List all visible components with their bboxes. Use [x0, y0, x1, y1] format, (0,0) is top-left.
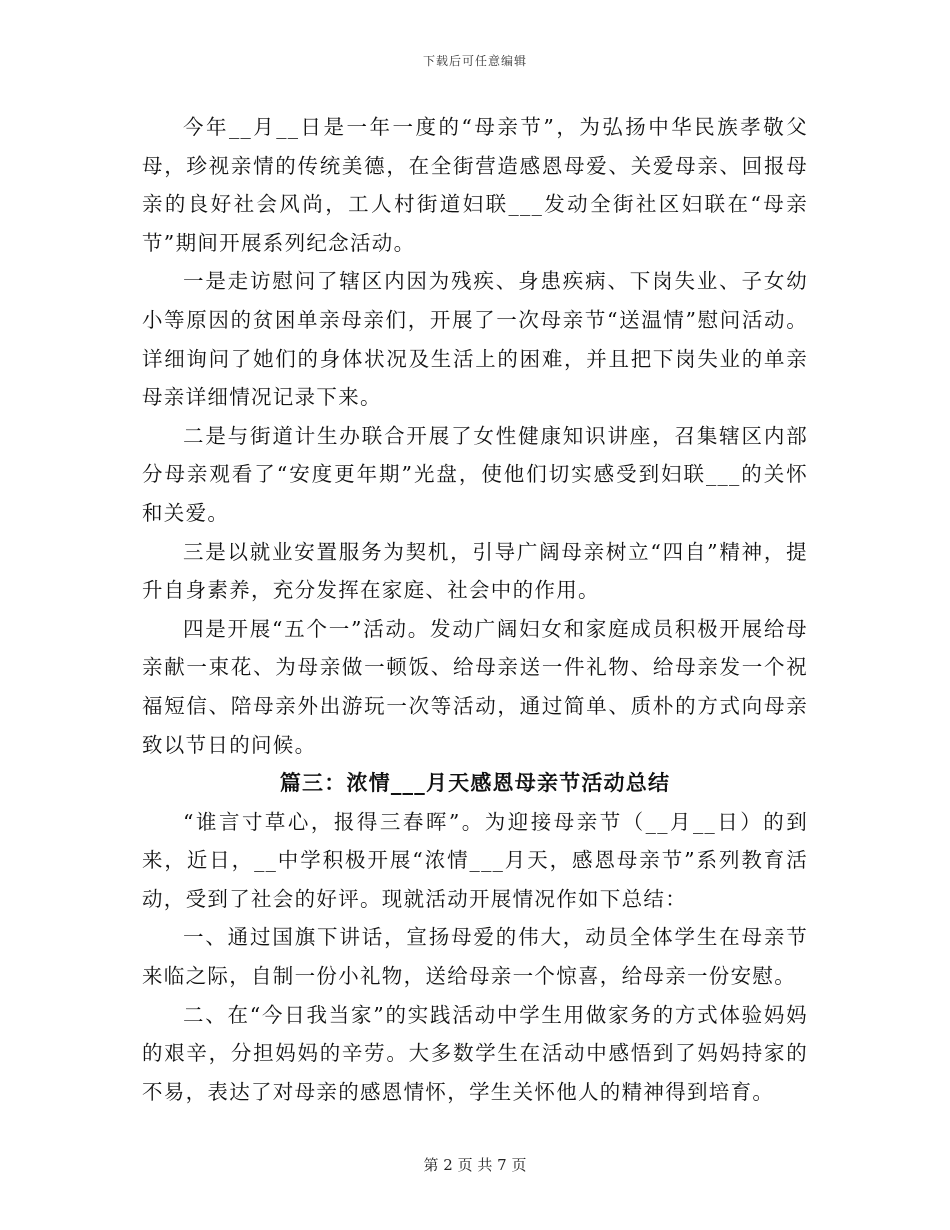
section-title: 篇三：浓情___月天感恩母亲节活动总结	[279, 771, 671, 796]
document-body	[142, 108, 808, 1111]
paragraph-item-4: 四是开展“五个一”活动。发动广阔妇女和家庭成员积极开展给母亲献一束花、为母亲做一顿饭、给母亲送一件礼物、给母亲发一个祝福短信、陪母亲外出游玩一次等活动，通过简单、质朴的方式向母亲致以节日的问候。	[142, 616, 808, 757]
page-header-note: 下载后可任意编辑	[422, 54, 527, 68]
section-paragraph-intro: “谁言寸草心，报得三春晖”。为迎接母亲节（__月__日）的到来，近日，__中学积极开展“浓情___月天，感恩母亲节”系列教育活动，受到了社会的好评。现就活动开展情况作如下总结：	[142, 809, 808, 911]
paragraph-item-1: 一是走访慰问了辖区内因为残疾、身患疾病、下岗失业、子女幼小等原因的贫困单亲母亲们，开展了一次母亲节“送温情”慰问活动。详细询问了她们的身体状况及生活上的困难，并且把下岗失业的单亲母亲详细情况记录下来。	[142, 269, 808, 410]
section-paragraph-2: 二、在“今日我当家”的实践活动中学生用做家务的方式体验妈妈的艰辛，分担妈妈的辛劳。大多数学生在活动中感悟到了妈妈持家的不易，表达了对母亲的感恩情怀，学生关怀他人的精神得到培育。	[142, 1002, 808, 1104]
section-paragraph-1: 一、通过国旗下讲话，宣扬母爱的伟大，动员全体学生在母亲节来临之际，自制一份小礼物，送给母亲一个惊喜，给母亲一份安慰。	[142, 925, 808, 989]
paragraph-intro: 今年__月__日是一年一度的“母亲节”，为弘扬中华民族孝敬父母，珍视亲情的传统美德，在全街营造感恩母爱、关爱母亲、回报母亲的良好社会风尚，工人村街道妇联___发动全街社区妇联在“母亲节”期间开展系列纪念活动。	[142, 115, 808, 255]
paragraph-item-3: 三是以就业安置服务为契机，引导广阔母亲树立“四自”精神，提升自身素养，充分发挥在家庭、社会中的作用。	[142, 539, 808, 603]
paragraph-item-2: 二是与街道计生办联合开展了女性健康知识讲座，召集辖区内部分母亲观看了“安度更年期”光盘，使他们切实感受到妇联___的关怀和关爱。	[142, 423, 808, 525]
page-number: 第 2 页 共 7 页	[423, 1156, 527, 1174]
